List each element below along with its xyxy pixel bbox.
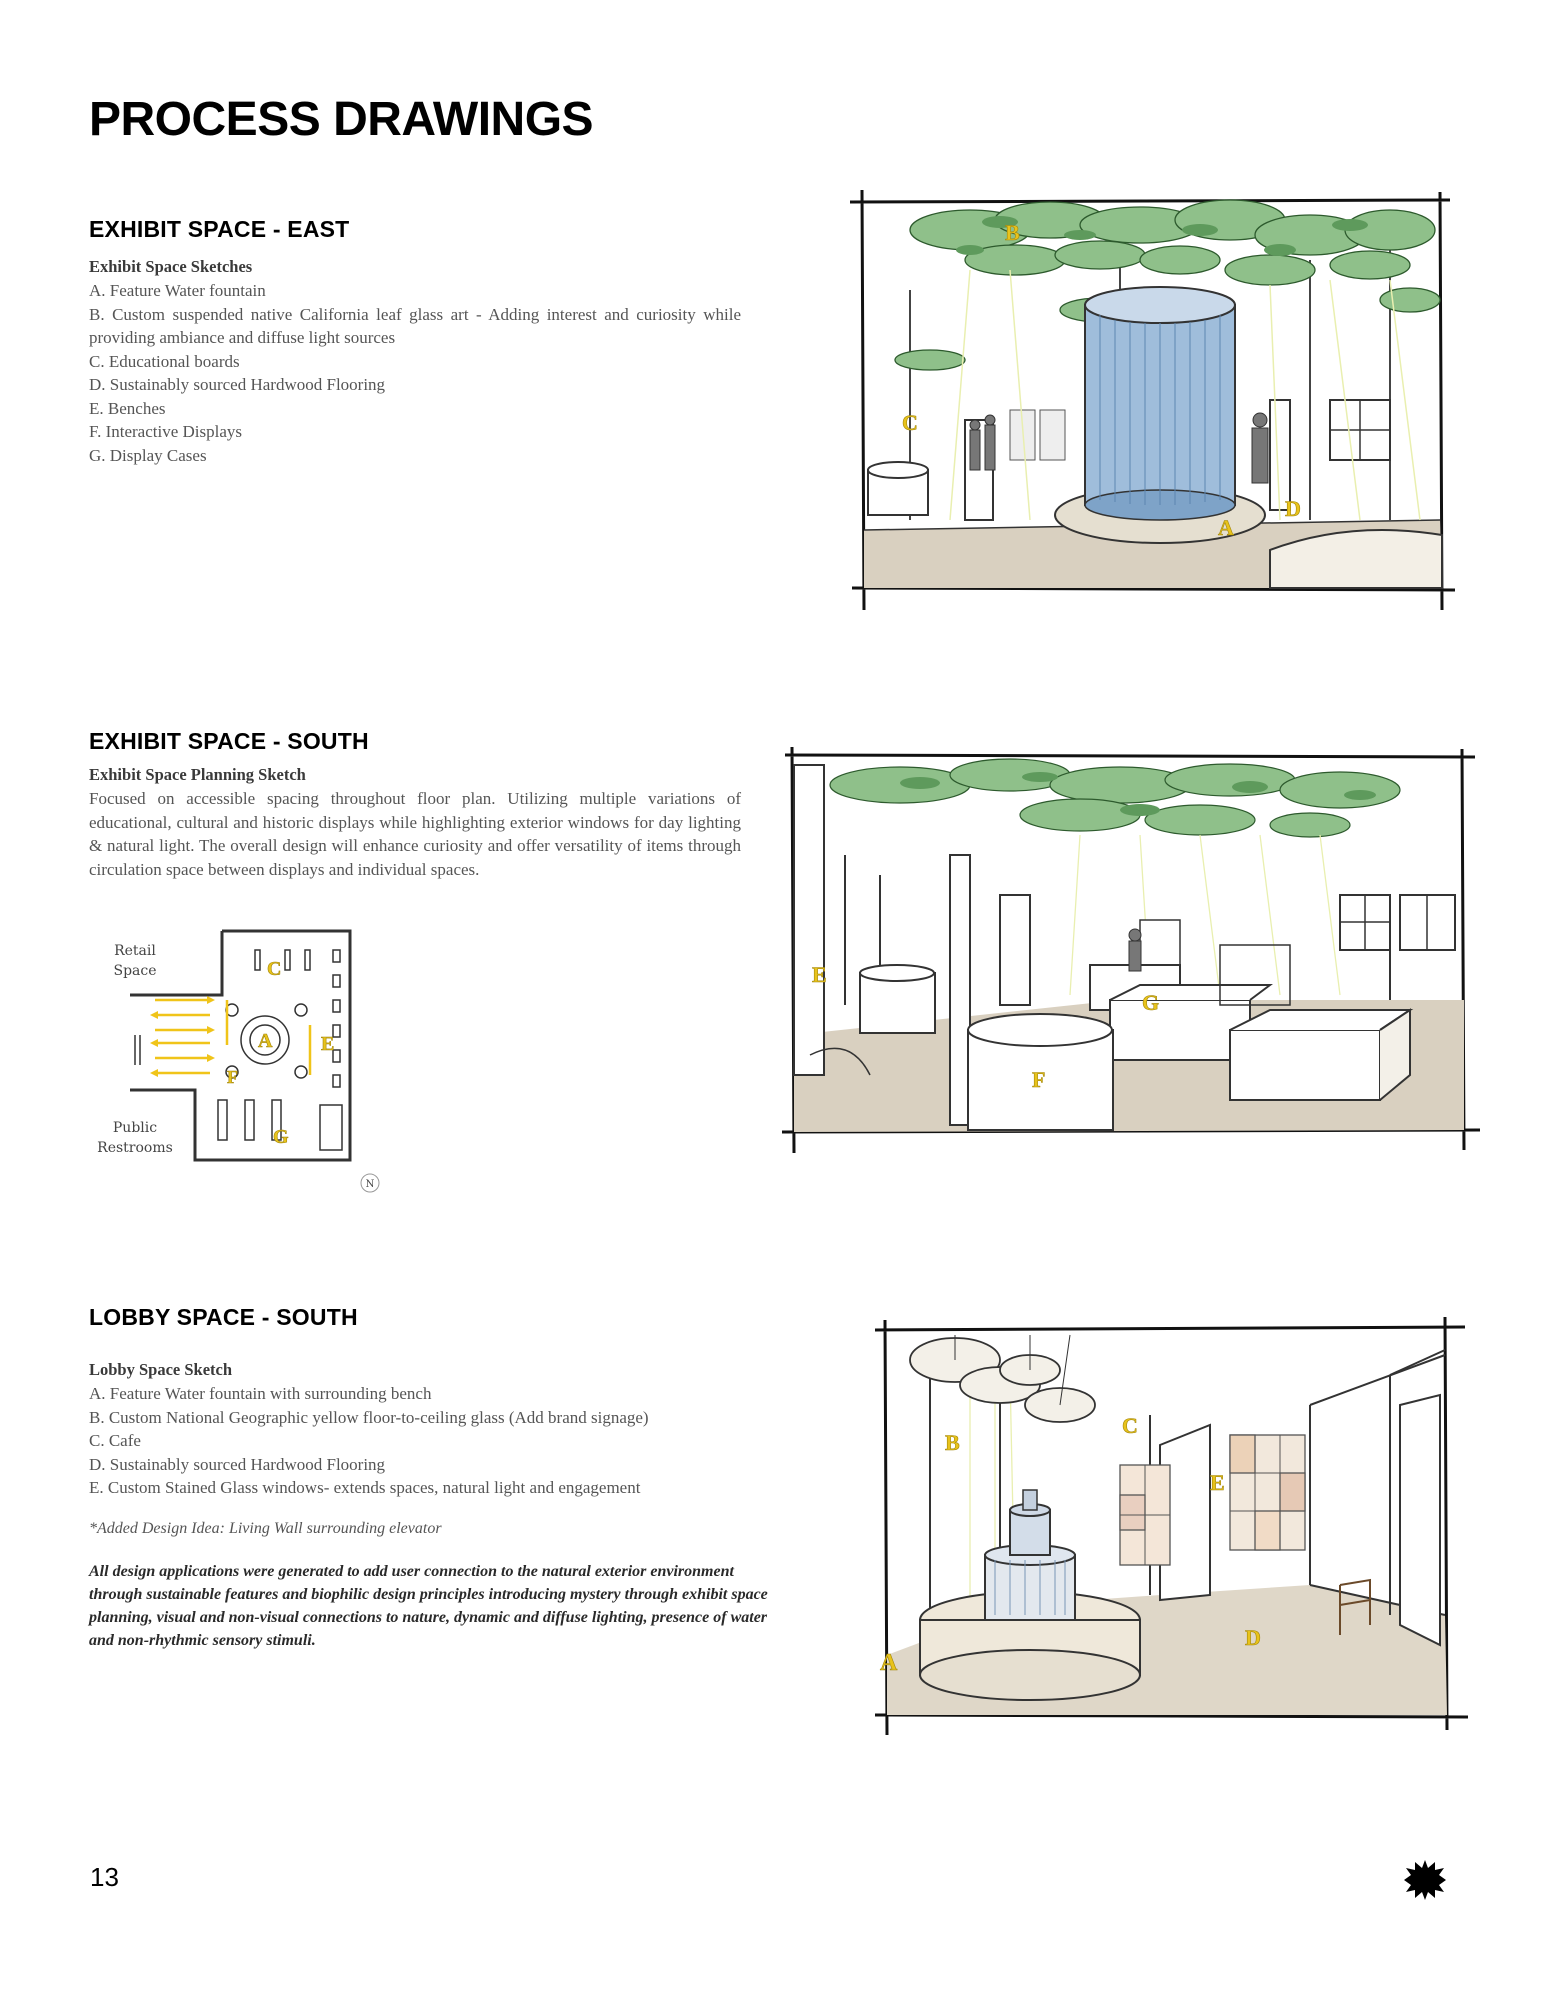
plan-label-c: C bbox=[267, 958, 282, 980]
east-exhibit-sketch bbox=[850, 190, 1460, 615]
list-item: E. Custom Stained Glass windows- extends spaces, natural light and engagement bbox=[89, 1478, 641, 1497]
list-item: C. Cafe bbox=[89, 1431, 141, 1450]
plan-label-f: F bbox=[227, 1067, 238, 1087]
section-heading-lobby: LOBBY SPACE - SOUTH bbox=[89, 1304, 358, 1330]
plan-label-e: E bbox=[321, 1033, 335, 1055]
south-text-block bbox=[89, 765, 741, 881]
plan-restroom-label-1: Public bbox=[112, 1120, 158, 1136]
south-paragraph: Focused on accessible spacing throughout floor plan. Utilizing multiple variations of educational, cultural and historic displays while highlighting exterior windows for day lighting & natural light. The overall design will enhance curiosity and offer versatility of items through circulation space between displays and individual spaces. bbox=[89, 789, 741, 879]
north-arrow-icon: N bbox=[365, 1179, 375, 1190]
list-item: D. Sustainably sourced Hardwood Flooring bbox=[89, 375, 386, 394]
east-sketch-label-c: C bbox=[902, 410, 918, 435]
lobby-sketch bbox=[870, 1315, 1470, 1745]
list-item: G. Display Cases bbox=[89, 445, 207, 465]
list-item: C. Educational boards bbox=[89, 351, 240, 371]
lobby-conclusion: All design applications were generated to add user connection to the natural exterior environment through sustainable features and biophilic design principles introducing mystery through exhibit space planning, visual and non-visual connections to nature, dynamic and diffuse lighting, presence of water and non-rhythmic sensory stimuli. bbox=[89, 1562, 768, 1649]
lobby-subheading: Lobby Space Sketch bbox=[89, 1360, 233, 1379]
lobby-design-note: *Added Design Idea: Living Wall surrounding elevator bbox=[89, 1519, 442, 1537]
east-sketch-label-d: D bbox=[1285, 496, 1301, 521]
list-item: B. Custom National Geographic yellow floor-to-ceiling glass (Add brand signage) bbox=[89, 1407, 649, 1427]
lobby-sketch-label-d: D bbox=[1245, 1625, 1261, 1650]
section-heading-south: EXHIBIT SPACE - SOUTH bbox=[89, 728, 369, 754]
list-item: A. Feature Water fountain with surrounding bench bbox=[89, 1384, 432, 1403]
lobby-text-block bbox=[89, 1360, 769, 1652]
starburst-icon bbox=[1404, 1859, 1446, 1901]
south-floor-plan bbox=[95, 925, 395, 1195]
east-text-block bbox=[89, 257, 741, 467]
lobby-item-list bbox=[89, 1382, 769, 1500]
list-item: F. Interactive Displays bbox=[89, 422, 243, 441]
south-sketch-label-f: F bbox=[1032, 1067, 1046, 1092]
list-item: D. Sustainably sourced Hardwood Flooring bbox=[89, 1454, 386, 1474]
list-item: A. Feature Water fountain bbox=[89, 281, 266, 300]
south-sketch-label-e: E bbox=[812, 962, 827, 987]
east-subheading: Exhibit Space Sketches bbox=[89, 257, 253, 276]
plan-retail-label-1: Retail bbox=[114, 943, 156, 959]
plan-label-a: A bbox=[258, 1030, 273, 1052]
south-exhibit-sketch bbox=[780, 745, 1480, 1155]
lobby-sketch-label-a: A bbox=[880, 1650, 898, 1676]
east-item-list bbox=[89, 279, 741, 467]
south-sketch-label-g: G bbox=[1142, 990, 1160, 1015]
east-sketch-label-b: B bbox=[1005, 220, 1020, 245]
south-subheading: Exhibit Space Planning Sketch bbox=[89, 765, 306, 784]
plan-retail-label-2: Space bbox=[113, 963, 157, 979]
page-title: PROCESS DRAWINGS bbox=[89, 93, 594, 146]
section-heading-east: EXHIBIT SPACE - EAST bbox=[89, 216, 350, 242]
plan-label-g: G bbox=[273, 1126, 289, 1148]
list-item: E. Benches bbox=[89, 398, 166, 418]
lobby-sketch-label-e: E bbox=[1210, 1470, 1225, 1495]
plan-restroom-label-2: Restrooms bbox=[97, 1140, 173, 1156]
lobby-sketch-label-c: C bbox=[1122, 1413, 1138, 1438]
page-number: 13 bbox=[90, 1862, 119, 1892]
lobby-sketch-label-b: B bbox=[945, 1430, 960, 1455]
list-item: B. Custom suspended native California leaf glass art - Adding interest and curiosity while providing ambiance and diffuse light sources bbox=[89, 304, 741, 347]
east-sketch-label-a: A bbox=[1218, 515, 1234, 540]
